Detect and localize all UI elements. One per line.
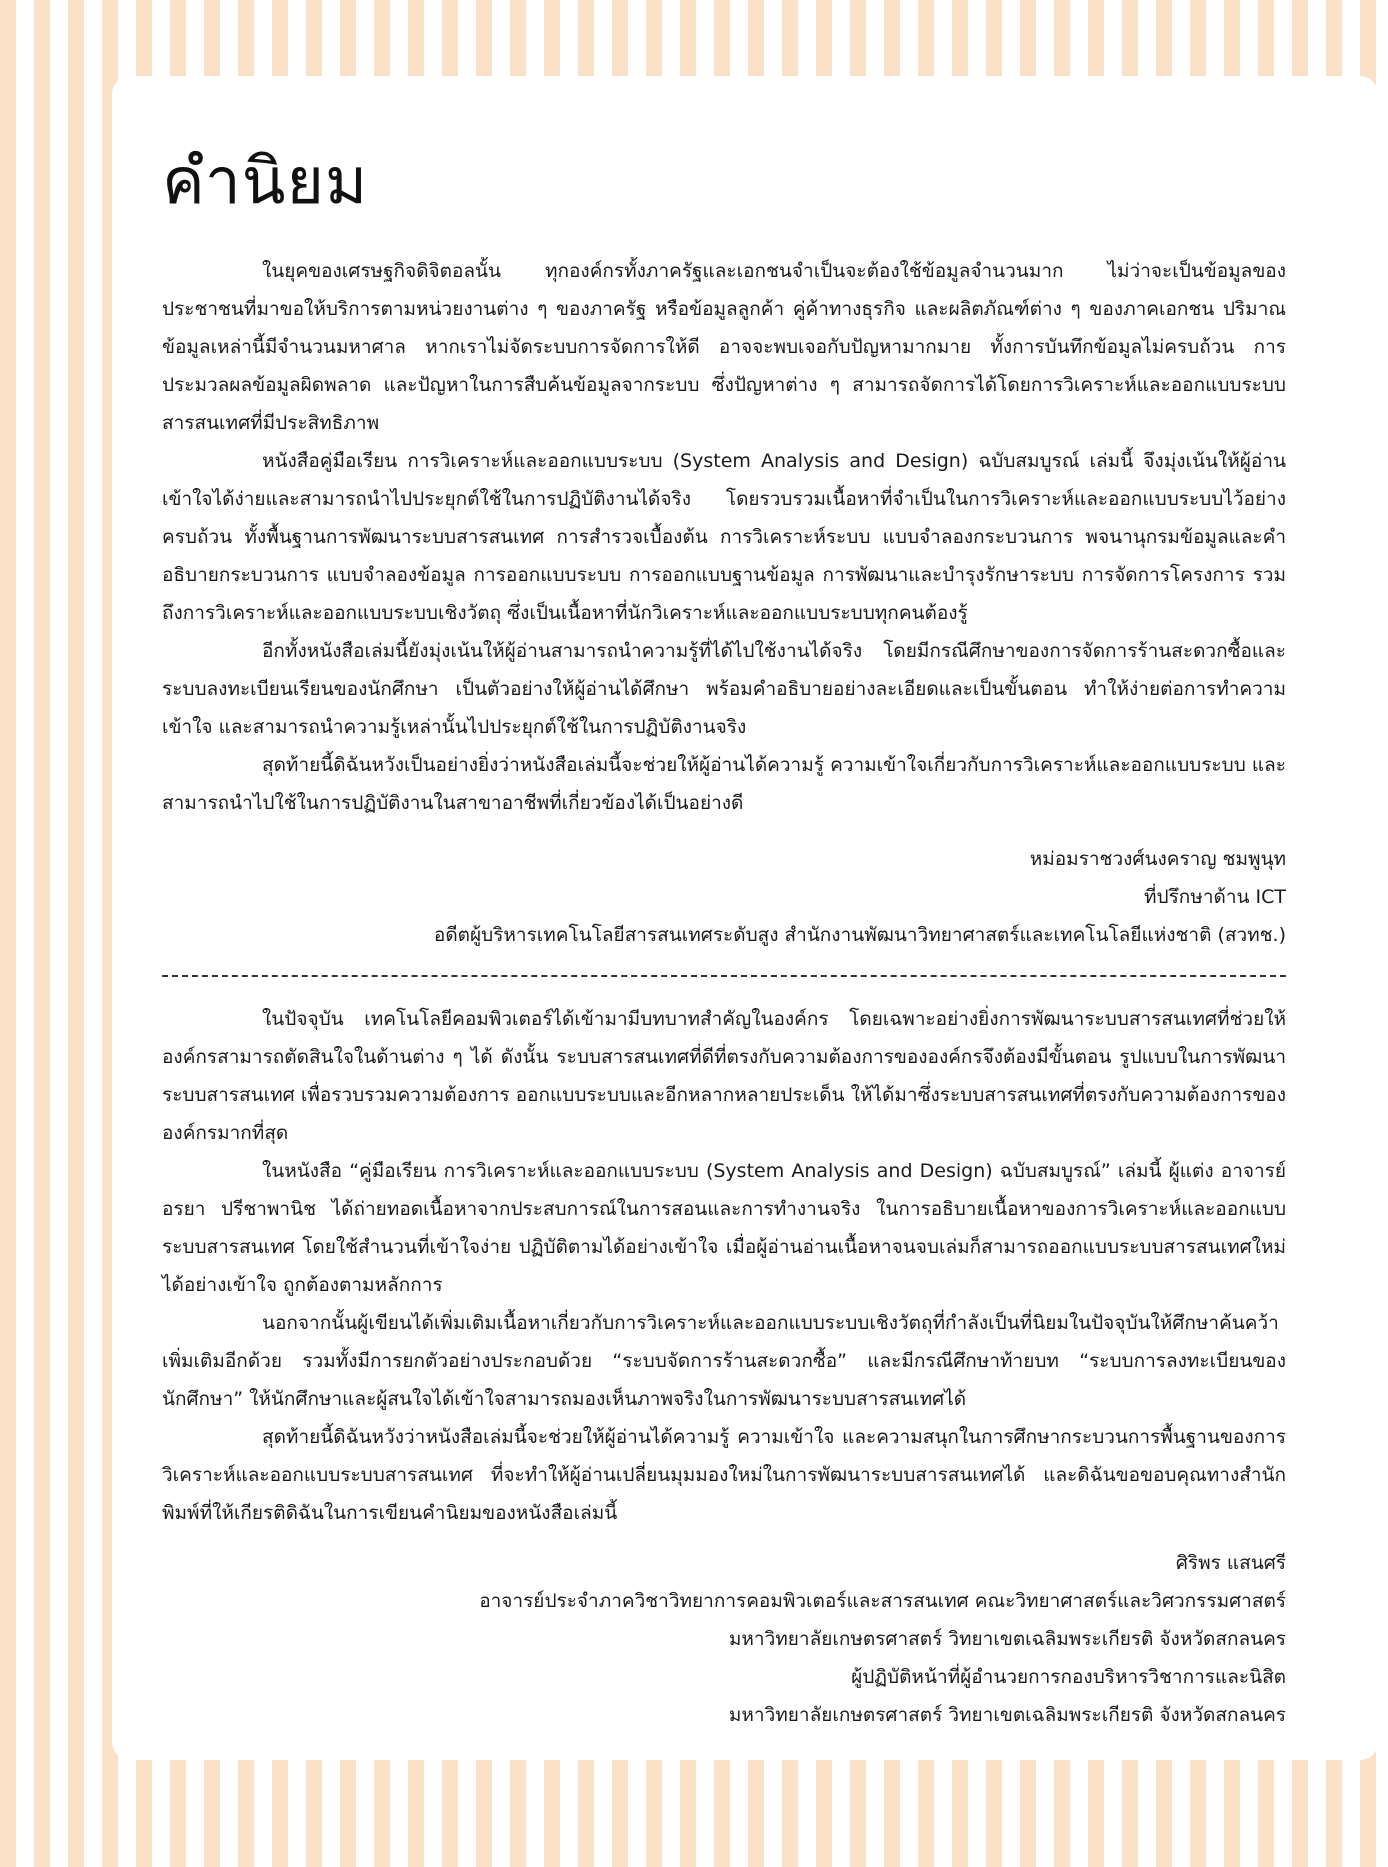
signer-position: อาจารย์ประจำภาควิชาวิทยาการคอมพิวเตอร์และสารสนเทศ คณะวิทยาศาสตร์และวิศวกรรมศาสตร์: [479, 1590, 1286, 1612]
signature-block-2: [479, 1544, 1286, 1734]
signer-name: ศิริพร แสนศรี: [1175, 1552, 1286, 1574]
signature-block-1: [434, 840, 1286, 954]
paragraph: นอกจากนั้นผู้เขียนได้เพิ่มเติมเนื้อหาเกี่ยวกับการวิเคราะห์และออกแบบระบบเชิงวัตถุที่กำลังเป็นที่นิยมในปัจจุบันให้ศึกษาค้นคว้าเพิ่มเติมอีกด้วย รวมทั้งมีการยกตัวอย่างประกอบด้วย “ระบบจัดการร้านสะดวกซื้อ” และมีกรณีศึกษาท้ายบท “ระบบการลงทะเบียนของนักศึกษา” ให้นักศึกษาและผู้สนใจได้เข้าใจสามารถมองเห็นภาพจริงในการพัฒนาระบบสารสนเทศได้: [162, 1312, 1286, 1410]
section-divider: [162, 975, 1286, 977]
paragraph: สุดท้ายนี้ดิฉันหวังเป็นอย่างยิ่งว่าหนังสือเล่มนี้จะช่วยให้ผู้อ่านได้ความรู้ ความเข้าใจเกี่ยวกับการวิเคราะห์และออกแบบระบบ และสามารถนำไปใช้ในการปฏิบัติงานในสาขาอาชีพที่เกี่ยวข้องได้เป็นอย่างดี: [162, 754, 1286, 814]
signer-affiliation: อดีตผู้บริหารเทคโนโลยีสารสนเทศระดับสูง สำนักงานพัฒนาวิทยาศาสตร์และเทคโนโลยีแห่งชาติ (สวทช.): [433, 924, 1286, 946]
signer-role: ผู้ปฏิบัติหน้าที่ผู้อำนวยการกองบริหารวิชาการและนิสิต: [851, 1666, 1286, 1688]
paragraph: ในยุคของเศรษฐกิจดิจิตอลนั้น ทุกองค์กรทั้งภาครัฐและเอกชนจำเป็นจะต้องใช้ข้อมูลจำนวนมาก ไม่ว่าจะเป็นข้อมูลของประชาชนที่มาขอให้บริการตามหน่วยงานต่าง ๆ ของภาครัฐ หรือข้อมูลลูกค้า คู่ค้าทางธุรกิจ และผลิตภัณฑ์ต่าง ๆ ของภาคเอกชน ปริมาณข้อมูลเหล่านี้มีจำนวนมหาศาล หากเราไม่จัดระบบการจัดการให้ดี อาจจะพบเจอกับปัญหามากมาย ทั้งการบันทึกข้อมูลไม่ครบถ้วน การประมวลผลข้อมูลผิดพลาด และปัญหาในการสืบค้นข้อมูลจากระบบ ซึ่งปัญหาต่าง ๆ สามารถจัดการได้โดยการวิเคราะห์และออกแบบระบบสารสนเทศที่มีประสิทธิภาพ: [162, 260, 1286, 434]
paragraph: สุดท้ายนี้ดิฉันหวังว่าหนังสือเล่มนี้จะช่วยให้ผู้อ่านได้ความรู้ ความเข้าใจ และความสนุกในการศึกษากระบวนการพื้นฐานของการวิเคราะห์และออกแบบระบบสารสนเทศ ที่จะทำให้ผู้อ่านเปลี่ยนมุมมองใหม่ในการพัฒนาระบบสารสนเทศได้ และดิฉันขอขอบคุณทางสำนักพิมพ์ที่ให้เกียรติดิฉันในการเขียนคำนิยมของหนังสือเล่มนี้: [162, 1426, 1286, 1524]
foreword-section-1: [162, 252, 1286, 822]
signer-name: หม่อมราชวงศ์นงคราญ ชมพูนุท: [1029, 848, 1286, 870]
paragraph: อีกทั้งหนังสือเล่มนี้ยังมุ่งเน้นให้ผู้อ่านสามารถนำความรู้ที่ได้ไปใช้งานได้จริง โดยมีกรณีศึกษาของการจัดการร้านสะดวกซื้อและระบบลงทะเบียนเรียนของนักศึกษา เป็นตัวอย่างให้ผู้อ่านได้ศึกษา พร้อมคำอธิบายอย่างละเอียดและเป็นขั้นตอน ทำให้ง่ายต่อการทำความเข้าใจ และสามารถนำความรู้เหล่านั้นไปประยุกต์ใช้ในการปฏิบัติงานจริง: [162, 640, 1286, 738]
foreword-section-2: [162, 1000, 1286, 1532]
signer-affiliation: มหาวิทยาลัยเกษตรศาสตร์ วิทยาเขตเฉลิมพระเกียรติ จังหวัดสกลนคร: [728, 1704, 1286, 1726]
paragraph: ในหนังสือ “คู่มือเรียน การวิเคราะห์และออกแบบระบบ (System Analysis and Design) ฉบับสมบูรณ์” เล่มนี้ ผู้แต่ง อาจารย์อรยา ปรีชาพานิช ได้ถ่ายทอดเนื้อหาจากประสบการณ์ในการสอนและการทำงานจริง ในการอธิบายเนื้อหาของการวิเคราะห์และออกแบบระบบสารสนเทศ โดยใช้สำนวนที่เข้าใจง่าย ปฏิบัติตามได้อย่างเข้าใจ เมื่อผู้อ่านอ่านเนื้อหาจนจบเล่มก็สามารถออกแบบระบบสารสนเทศใหม่ได้อย่างเข้าใจ ถูกต้องตามหลักการ: [162, 1160, 1286, 1296]
paragraph: ในปัจจุบัน เทคโนโลยีคอมพิวเตอร์ได้เข้ามามีบทบาทสำคัญในองค์กร โดยเฉพาะอย่างยิ่งการพัฒนาระบบสารสนเทศที่ช่วยให้องค์กรสามารถตัดสินใจในด้านต่าง ๆ ได้ ดังนั้น ระบบสารสนเทศที่ดีที่ตรงกับความต้องการขององค์กรจึงต้องมีขั้นตอน รูปแบบในการพัฒนาระบบสารสนเทศ เพื่อรวบรวมความต้องการ ออกแบบระบบและอีกหลากหลายประเด็น ให้ได้มาซึ่งระบบสารสนเทศที่ตรงกับความต้องการขององค์กรมากที่สุด: [162, 1008, 1286, 1144]
signer-title: ที่ปรึกษาด้าน ICT: [1144, 886, 1286, 908]
signer-affiliation: มหาวิทยาลัยเกษตรศาสตร์ วิทยาเขตเฉลิมพระเกียรติ จังหวัดสกลนคร: [728, 1628, 1286, 1650]
page-title: คำนิยม: [162, 145, 369, 219]
paragraph: หนังสือคู่มือเรียน การวิเคราะห์และออกแบบระบบ (System Analysis and Design) ฉบับสมบูรณ์ เล่มนี้ จึงมุ่งเน้นให้ผู้อ่านเข้าใจได้ง่ายและสามารถนำไปประยุกต์ใช้ในการปฏิบัติงานได้จริง โดยรวบรวมเนื้อหาที่จำเป็นในการวิเคราะห์และออกแบบระบบไว้อย่างครบถ้วน ทั้งพื้นฐานการพัฒนาระบบสารสนเทศ การสำรวจเบื้องต้น การวิเคราะห์ระบบ แบบจำลองกระบวนการ พจนานุกรมข้อมูลและคำอธิบายกระบวนการ แบบจำลองข้อมูล การออกแบบระบบ การออกแบบฐานข้อมูล การพัฒนาและบำรุงรักษาระบบ การจัดการโครงการ รวมถึงการวิเคราะห์และออกแบบระบบเชิงวัตถุ ซึ่งเป็นเนื้อหาที่นักวิเคราะห์และออกแบบระบบทุกคนต้องรู้: [162, 450, 1286, 624]
